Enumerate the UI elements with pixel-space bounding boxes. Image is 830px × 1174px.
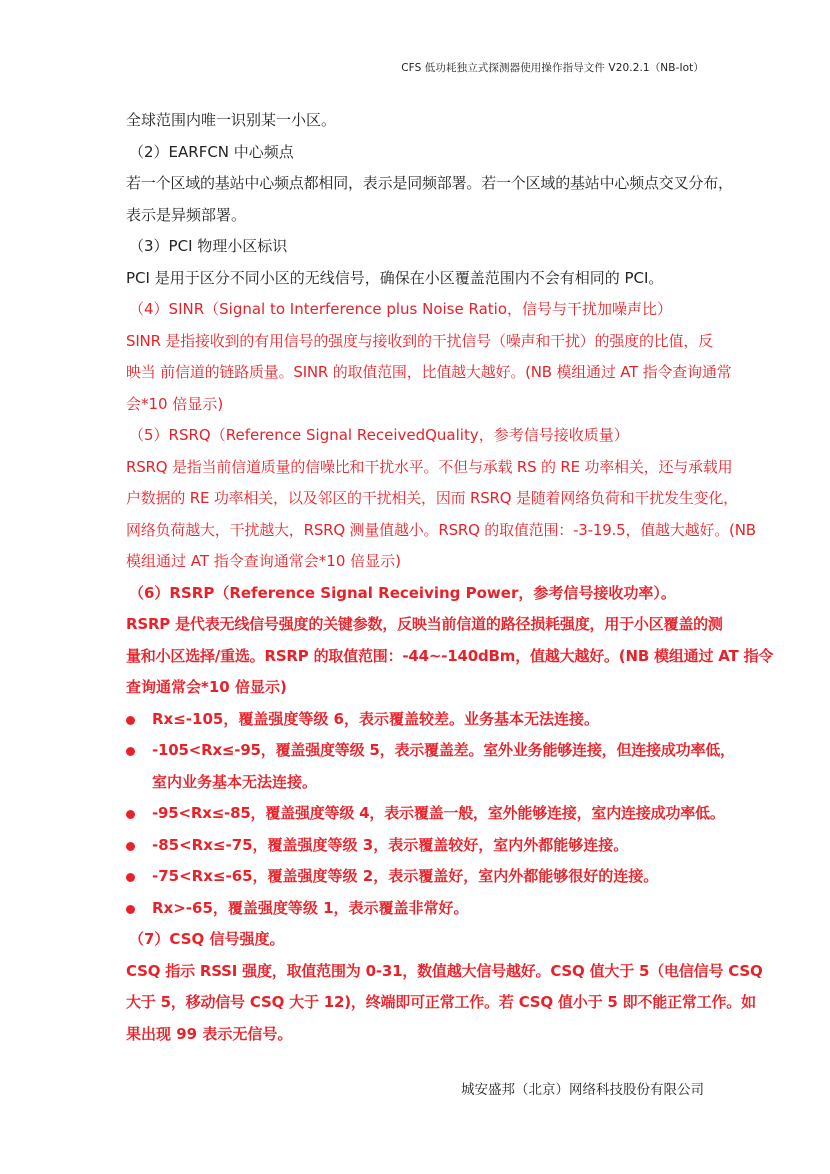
- bullet-text: -105<Rx≤-95，覆盖强度等级 5，表示覆盖差。室外业务能够连接，但连接成功率低，: [152, 741, 735, 759]
- bullet-item: [126, 861, 708, 893]
- bullet-dot-icon: [126, 842, 135, 851]
- paragraph-line: 会*10 倍显示): [126, 394, 224, 413]
- paragraph-line: RSRQ 是指当前信道质量的信噪比和干扰水平。不但与承载 RS 的 RE 功率相关，还与承载用: [126, 457, 733, 476]
- section-heading-pci: （3）PCI 物理小区标识: [129, 237, 288, 255]
- bullet-dot-icon: [126, 905, 135, 914]
- paragraph-line: 若一个区域的基站中心频点都相同，表示是同频部署。若一个区域的基站中心频点交叉分布，: [126, 174, 733, 192]
- section-heading-sinr: （4）SINR（Signal to Interference plus Noise Ratio，信号与干扰加噪声比）: [129, 300, 673, 318]
- paragraph-line: 全球范围内唯一识别某一小区。: [126, 111, 337, 129]
- bullet-text: -85<Rx≤-75，覆盖强度等级 3，表示覆盖较好，室内外都能够连接。: [152, 835, 629, 854]
- bullet-dot-icon: [126, 747, 135, 756]
- paragraph-line: 果出现 99 表示无信号。: [126, 1024, 293, 1043]
- paragraph-line: CSQ 指示 RSSI 强度，取值范围为 0-31，数值越大信号越好。CSQ 值大于 5（电信信号 CSQ: [126, 961, 763, 980]
- bullet-text: -95<Rx≤-85，覆盖强度等级 4，表示覆盖一般，室外能够连接，室内连接成功率低。: [152, 804, 725, 822]
- paragraph-line: 大于 5，移动信号 CSQ 大于 12)，终端即可正常工作。若 CSQ 值小于 5 即不能正常工作。如: [126, 993, 756, 1011]
- section-heading-rsrq: （5）RSRQ（Reference Signal ReceivedQuality，参考信号接收质量）: [129, 426, 629, 444]
- bullet-dot-icon: [126, 716, 135, 725]
- paragraph-line: 网络负荷越大，干扰越大，RSRQ 测量值越小。RSRQ 的取值范围：-3-19.5，值越大越好。(NB: [126, 520, 756, 539]
- bullet-item: [126, 704, 708, 736]
- bullet-item: [126, 893, 708, 925]
- bullet-text: Rx≤-105，覆盖强度等级 6，表示覆盖较差。业务基本无法连接。: [152, 709, 599, 728]
- paragraph-line: PCI 是用于区分不同小区的无线信号，确保在小区覆盖范围内不会有相同的 PCI。: [126, 268, 664, 287]
- paragraph-line: 量和小区选择/重选。RSRP 的取值范围：-44~-140dBm，值越大越好。(NB 模组通过 AT 指令: [126, 646, 774, 665]
- bullet-item: [126, 798, 725, 830]
- bullet-item: [126, 830, 708, 862]
- bullet-dot-icon: [126, 873, 135, 882]
- section-heading-rsrp: （6）RSRP（Reference Signal Receiving Power，参考信号接收功率）。: [129, 583, 676, 602]
- paragraph-line: 查询通常会*10 倍显示): [126, 678, 287, 696]
- document-footer: 城安盛邦（北京）网络科技股份有限公司: [461, 1082, 704, 1098]
- bullet-continuation: 室内业务基本无法连接。: [152, 772, 318, 791]
- document-body: [126, 105, 774, 1050]
- section-heading-earfcn: （2）EARFCN 中心频点: [129, 142, 294, 161]
- paragraph-line: 表示是异频部署。: [126, 205, 247, 224]
- paragraph-line: RSRP 是代表无线信号强度的关键参数，反映当前信道的路径损耗强度，用于小区覆盖的测: [126, 615, 723, 633]
- bullet-item: [126, 735, 735, 767]
- paragraph-line: 模组通过 AT 指令查询通常会*10 倍显示): [126, 552, 402, 570]
- paragraph-line: SINR 是指接收到的有用信号的强度与接收到的干扰信号（噪声和干扰）的强度的比值，反: [126, 331, 713, 350]
- bullet-text: Rx>-65，覆盖强度等级 1，表示覆盖非常好。: [152, 898, 469, 917]
- bullet-text: -75<Rx≤-65，覆盖强度等级 2，表示覆盖好，室内外都能够很好的连接。: [152, 867, 659, 885]
- paragraph-line: 户数据的 RE 功率相关，以及邻区的干扰相关，因而 RSRQ 是随着网络负荷和干扰发生变化，: [126, 489, 738, 507]
- paragraph-line: 映当 前信道的链路质量。SINR 的取值范围，比值越大越好。(NB 模组通过 AT 指令查询通常: [126, 363, 732, 381]
- document-header: CFS 低功耗独立式探测器使用操作指导文件 V20.2.1（NB-Iot）: [401, 62, 704, 74]
- section-heading-csq: （7）CSQ 信号强度。: [129, 930, 285, 948]
- bullet-dot-icon: [126, 810, 135, 819]
